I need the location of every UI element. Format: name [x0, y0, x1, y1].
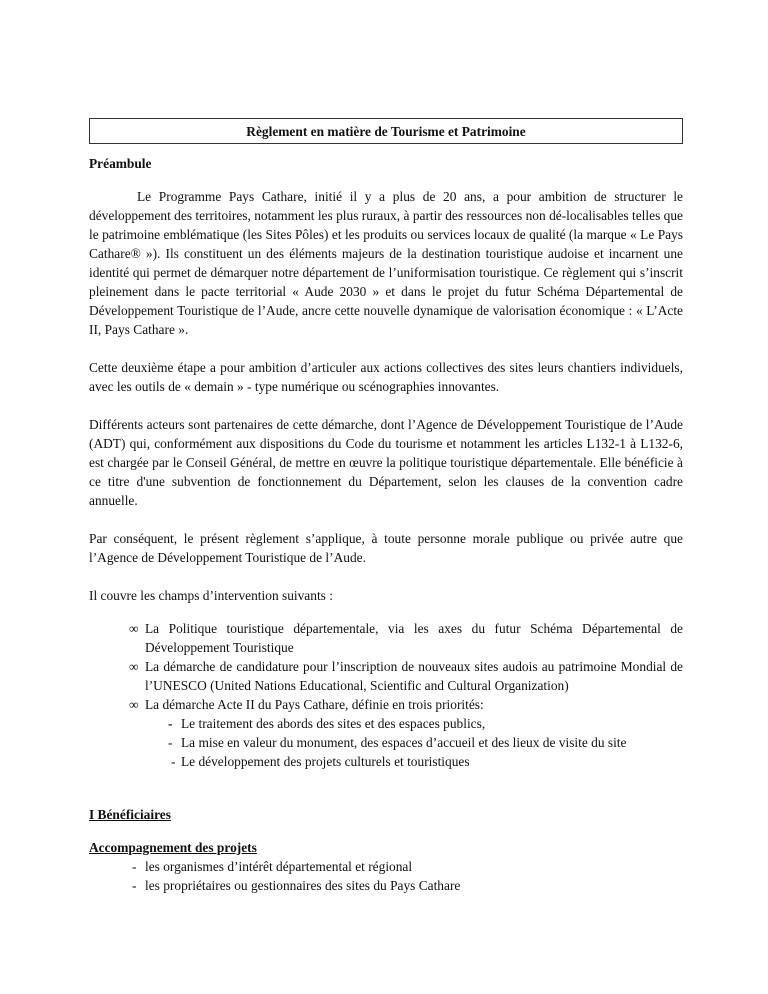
infinity-bullet-icon: ∞: [129, 621, 139, 636]
list-item-text: les organismes d’intérêt départemental et régional: [145, 859, 413, 874]
priority-item: [89, 752, 683, 771]
paragraph-partners: Différents acteurs sont partenaires de cette démarche, dont l’Agence de Développement Touristique de l’Aude (ADT) qui, conformément aux dispositions du Code du tourisme et notamment les articles L132-1 à L132-6, est chargée par le Conseil Général, de mettre en œuvre la politique touristique départementale. Elle bénéficie à ce titre d'une subvention de fonctionnement du Département, selon les clauses de la convention cadre annuelle.: [89, 417, 683, 508]
paragraph-fields-intro: Il couvre les champs d’intervention suivants :: [89, 588, 333, 603]
paragraph-intro: Le Programme Pays Cathare, initié il y a plus de 20 ans, a pour ambition de structurer le développement des territoires, notamment les plus ruraux, à partir des ressources non dé-localisables telles que le patrimoine emblématique (les Sites Pôles) et les produits ou services locaux de qualité (la marque « Le Pays Cathare® »). Ils constituent un des éléments majeurs de la destination touristique audoise et incarnent une identité qui permet de démarquer notre département de l’uniformisation touristique. Ce règlement qui s’inscrit pleinement dans le pacte territorial « Aude 2030 » et dans le projet du futur Schéma Départemental de Développement Touristique de l’Aude, ancre cette nouvelle dynamique de valorisation économique : « L’Acte II, Pays Cathare ».: [89, 189, 683, 337]
priorities-list: [89, 714, 683, 771]
paragraph-second-step: Cette deuxième étape a pour ambition d’articuler aux actions collectives des sites leurs chantiers individuels, avec les outils de « demain » - type numérique ou scénographies innovantes.: [89, 360, 683, 394]
list-item: [89, 657, 683, 695]
dash-marker: -: [132, 859, 137, 874]
priority-text: Le traitement des abords des sites et des espaces publics,: [181, 716, 486, 731]
infinity-bullet-icon: ∞: [129, 697, 139, 712]
priority-text: Le développement des projets culturels et touristiques: [181, 754, 470, 769]
list-item-text: La Politique touristique départementale, via les axes du futur Schéma Départemental de Développement Touristique: [145, 621, 683, 655]
dash-marker: -: [168, 716, 173, 731]
paragraph-scope: Par conséquent, le présent règlement s’applique, à toute personne morale publique ou privée autre que l’Agence de Développement Touristique de l’Aude.: [89, 531, 683, 565]
section-title-beneficiaires: I Bénéficiaires: [89, 807, 171, 822]
list-item: [89, 857, 683, 876]
priority-item: [89, 733, 628, 752]
subsection-title-accompagnement: Accompagnement des projets: [89, 840, 257, 855]
list-item-text: La démarche Acte II du Pays Cathare, définie en trois priorités:: [145, 697, 484, 712]
beneficiaries-list: [89, 857, 683, 895]
list-item-text: La démarche de candidature pour l’inscription de nouveaux sites audois au patrimoine Mondial de l’UNESCO (United Nations Educational, Scientific and Cultural Organization): [145, 659, 683, 693]
list-item: [89, 619, 683, 657]
list-item: [89, 876, 683, 895]
document-page: [89, 118, 683, 895]
list-item-text: les propriétaires ou gestionnaires des sites du Pays Cathare: [145, 878, 461, 893]
preambule-heading: Préambule: [89, 156, 152, 171]
dash-marker: -: [171, 754, 176, 769]
fields-list: [89, 619, 683, 714]
dash-marker: -: [132, 878, 137, 893]
dash-marker: -: [168, 735, 173, 750]
priority-item: [89, 714, 683, 733]
document-title: Règlement en matière de Tourisme et Patrimoine: [89, 118, 683, 144]
priority-text: La mise en valeur du monument, des espaces d’accueil et des lieux de visite du site: [181, 735, 627, 750]
infinity-bullet-icon: ∞: [129, 659, 139, 674]
list-item: [89, 695, 683, 714]
